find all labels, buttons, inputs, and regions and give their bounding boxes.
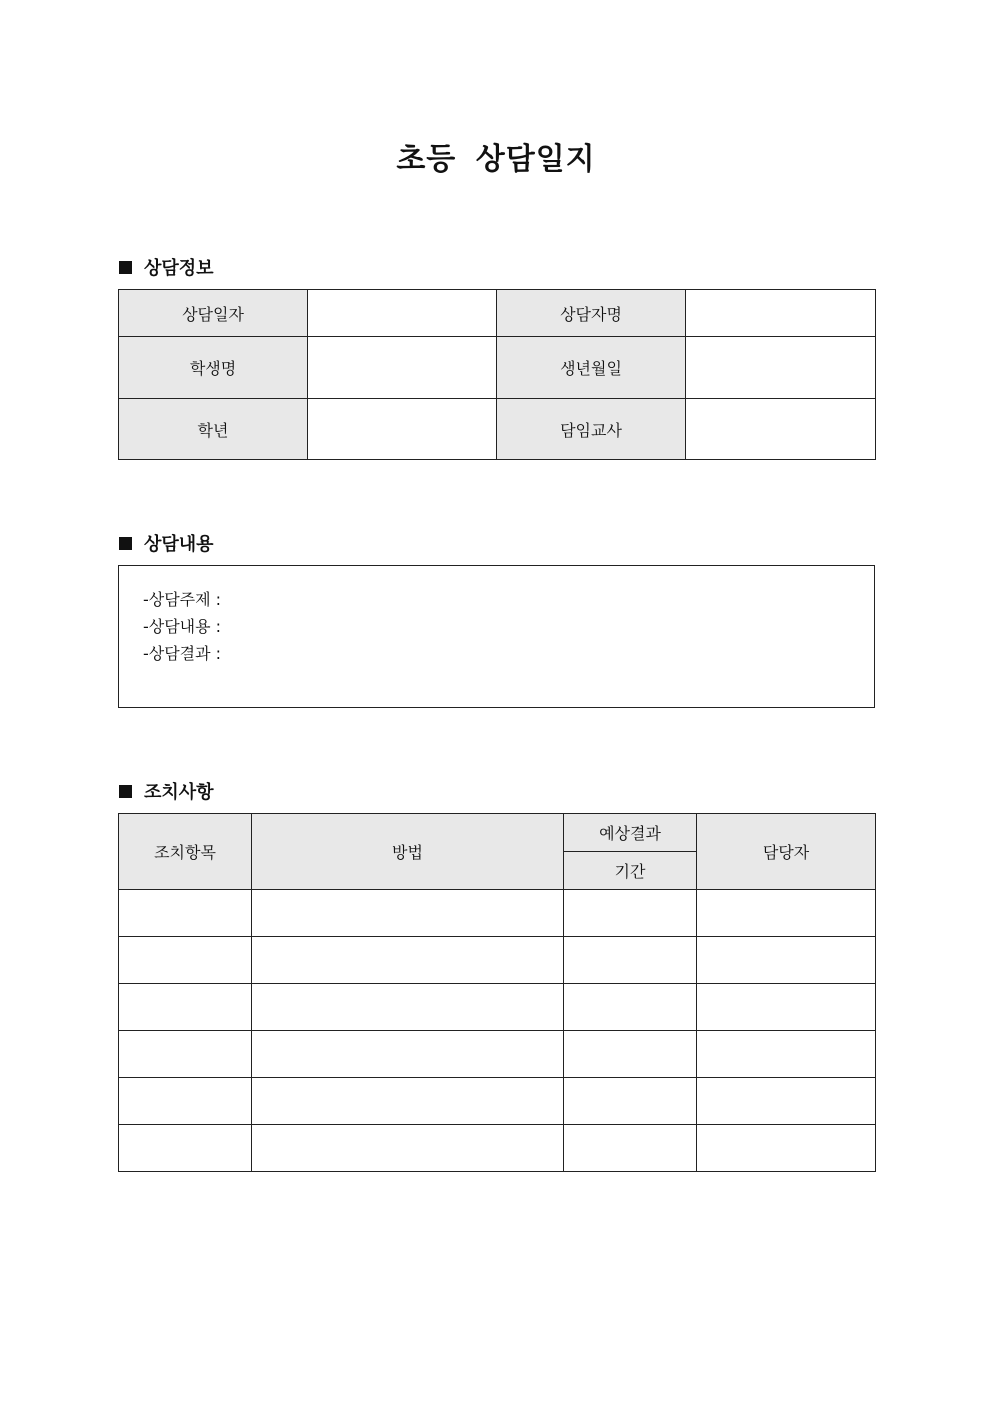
- grade-label: 학년: [119, 399, 308, 460]
- table-row: [119, 1125, 876, 1172]
- section-heading-info: [119, 254, 214, 280]
- method-cell[interactable]: [252, 1125, 564, 1172]
- manager-cell[interactable]: [697, 1078, 876, 1125]
- table-row: [119, 1078, 876, 1125]
- counseling-content-box[interactable]: [118, 565, 875, 708]
- manager-cell[interactable]: [697, 1031, 876, 1078]
- student-name-label: 학생명: [119, 337, 308, 399]
- method-cell[interactable]: [252, 1031, 564, 1078]
- homeroom-teacher-field[interactable]: [686, 399, 876, 460]
- table-row: [119, 399, 876, 460]
- square-bullet-icon: [119, 537, 132, 550]
- action-item-cell[interactable]: [119, 1125, 252, 1172]
- result-period-cell[interactable]: [564, 1078, 697, 1125]
- student-name-field[interactable]: [308, 337, 497, 399]
- action-item-cell[interactable]: [119, 890, 252, 937]
- period-header: 기간: [564, 852, 697, 890]
- birth-date-field[interactable]: [686, 337, 876, 399]
- square-bullet-icon: [119, 785, 132, 798]
- section-heading-label: 상담정보: [144, 258, 214, 279]
- birth-date-label: 생년월일: [497, 337, 686, 399]
- section-heading-actions: [119, 778, 214, 804]
- square-bullet-icon: [119, 261, 132, 274]
- method-cell[interactable]: [252, 890, 564, 937]
- action-item-cell[interactable]: [119, 937, 252, 984]
- manager-cell[interactable]: [697, 1125, 876, 1172]
- action-item-cell[interactable]: [119, 1031, 252, 1078]
- table-row: [119, 984, 876, 1031]
- section-heading-label: 상담내용: [144, 534, 214, 555]
- table-header-row: [119, 814, 876, 852]
- counseling-topic-line: -상담주제 :: [143, 590, 222, 609]
- manager-cell[interactable]: [697, 937, 876, 984]
- counseling-detail-line: -상담내용 :: [143, 617, 222, 636]
- result-period-cell[interactable]: [564, 890, 697, 937]
- table-row: [119, 890, 876, 937]
- grade-field[interactable]: [308, 399, 497, 460]
- method-cell[interactable]: [252, 984, 564, 1031]
- result-period-cell[interactable]: [564, 1031, 697, 1078]
- action-item-cell[interactable]: [119, 984, 252, 1031]
- manager-header: 담당자: [697, 814, 876, 890]
- counselor-name-field[interactable]: [686, 290, 876, 337]
- counseling-date-field[interactable]: [308, 290, 497, 337]
- action-item-cell[interactable]: [119, 1078, 252, 1125]
- expected-result-header: 예상결과: [564, 814, 697, 852]
- counseling-info-table: [118, 289, 876, 460]
- result-period-cell[interactable]: [564, 984, 697, 1031]
- table-row: [119, 1031, 876, 1078]
- method-cell[interactable]: [252, 937, 564, 984]
- method-header: 방법: [252, 814, 564, 890]
- result-period-cell[interactable]: [564, 937, 697, 984]
- action-item-header: 조치항목: [119, 814, 252, 890]
- counselor-name-label: 상담자명: [497, 290, 686, 337]
- content-lines: [143, 586, 221, 667]
- section-heading-label: 조치사항: [144, 782, 214, 803]
- action-items-table: [118, 813, 876, 1172]
- table-row: [119, 337, 876, 399]
- manager-cell[interactable]: [697, 984, 876, 1031]
- result-period-cell[interactable]: [564, 1125, 697, 1172]
- method-cell[interactable]: [252, 1078, 564, 1125]
- counseling-result-line: -상담결과 :: [143, 644, 222, 663]
- table-row: [119, 290, 876, 337]
- section-heading-content: [119, 530, 214, 556]
- document-title: 초등 상담일지: [396, 142, 596, 177]
- table-row: [119, 937, 876, 984]
- manager-cell[interactable]: [697, 890, 876, 937]
- homeroom-teacher-label: 담임교사: [497, 399, 686, 460]
- counseling-date-label: 상담일자: [119, 290, 308, 337]
